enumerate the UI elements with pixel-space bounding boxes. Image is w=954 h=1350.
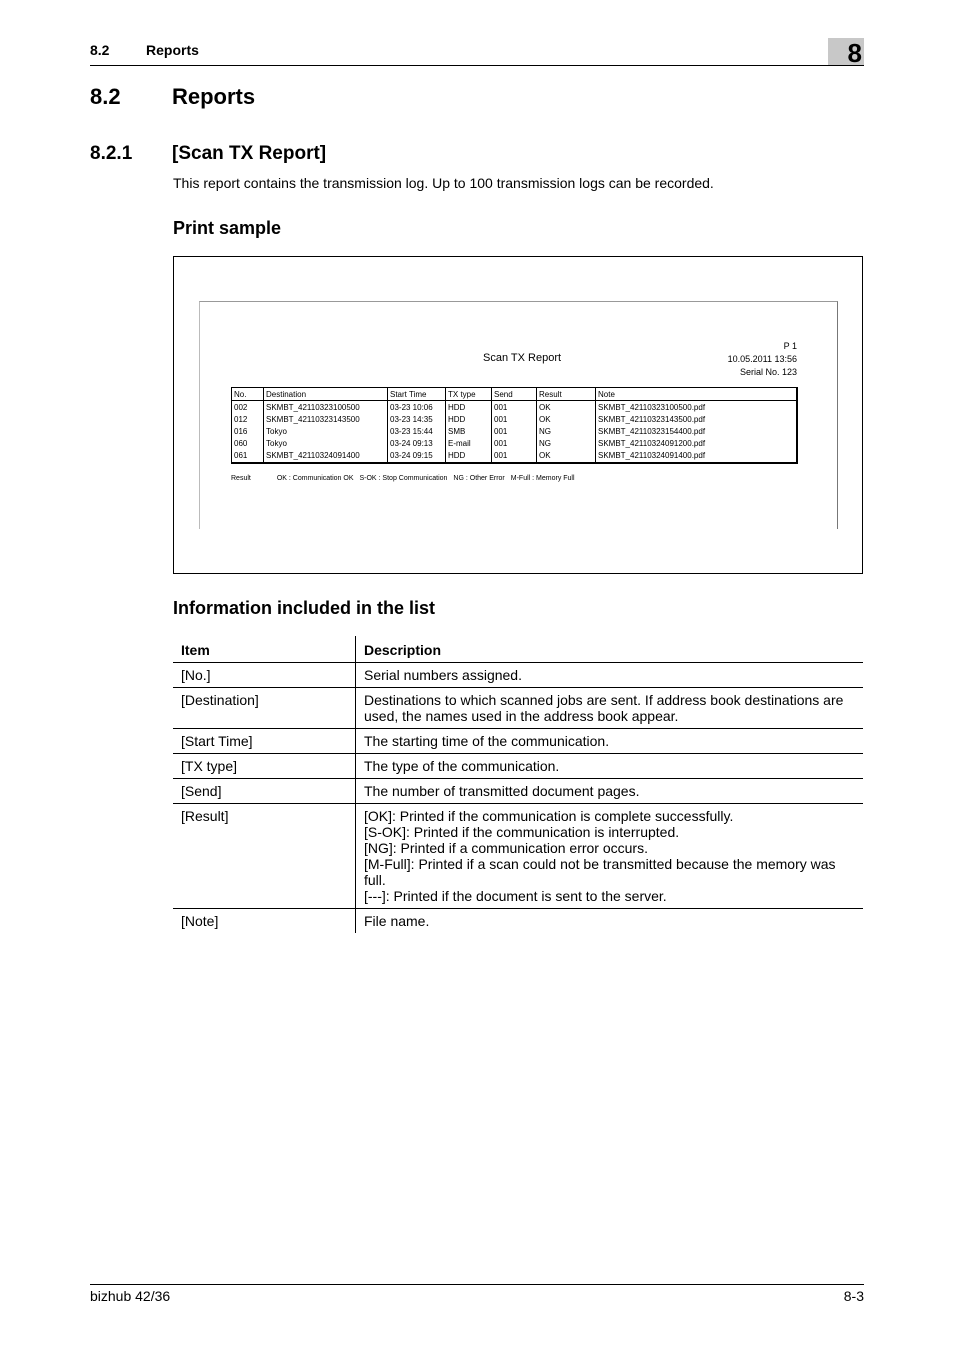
footer-page-number: 8-3: [843, 1288, 864, 1304]
report-col-no: No.: [232, 388, 264, 401]
info-row: [173, 909, 863, 934]
report-col-tx-type: TX type: [446, 388, 492, 401]
report-cell-start-time: 03-23 14:35: [388, 413, 446, 425]
info-description: Destinations to which scanned jobs are sent. If address book destinations are used, the names used in the address book appear.: [356, 688, 864, 729]
report-cell-start-time: 03-23 10:06: [388, 401, 446, 414]
report-cell-send: 001: [492, 401, 537, 414]
report-cell-destination: SKMBT_42110323143500: [264, 413, 388, 425]
info-col-description: Description: [356, 636, 864, 663]
report-cell-no: 012: [232, 413, 264, 425]
info-row: [173, 729, 863, 754]
report-legend: [231, 475, 575, 482]
report-title: Scan TX Report: [483, 352, 562, 364]
info-row: [173, 663, 863, 688]
report-col-destination: Destination: [264, 388, 388, 401]
info-header-row: [173, 636, 863, 663]
report-cell-result: OK: [537, 413, 596, 425]
report-col-note: Note: [596, 388, 798, 401]
report-cell-tx-type: HDD: [446, 401, 492, 414]
report-cell-result: NG: [537, 425, 596, 437]
report-legend-label: Result: [231, 475, 251, 482]
info-item: [Start Time]: [173, 729, 356, 754]
info-item: [Destination]: [173, 688, 356, 729]
info-item: [Send]: [173, 779, 356, 804]
footer-product: bizhub 42/36: [90, 1288, 171, 1304]
info-description: The number of transmitted document pages.: [356, 779, 864, 804]
subsection-number: 8.2.1: [90, 143, 133, 164]
info-row: [173, 754, 863, 779]
running-header-title: Reports: [146, 42, 199, 58]
report-cell-note: SKMBT_42110323100500.pdf: [596, 401, 798, 414]
report-legend-item: NG : Other Error: [453, 475, 505, 482]
running-header-number: 8.2: [90, 42, 110, 58]
report-cell-tx-type: SMB: [446, 425, 492, 437]
report-legend-item: OK : Communication OK: [276, 475, 354, 482]
report-sheet: [199, 301, 838, 529]
report-row: [232, 450, 798, 463]
info-item: [Result]: [173, 804, 356, 909]
section-heading: [90, 84, 255, 110]
info-item: [TX type]: [173, 754, 356, 779]
report-row: [232, 401, 798, 414]
report-cell-start-time: 03-24 09:15: [388, 450, 446, 463]
info-description: The starting time of the communication.: [356, 729, 864, 754]
report-cell-start-time: 03-23 15:44: [388, 425, 446, 437]
report-cell-result: OK: [537, 450, 596, 463]
info-description: Serial numbers assigned.: [364, 667, 522, 683]
info-table: [173, 636, 863, 933]
report-serial: Serial No. 123: [739, 367, 797, 377]
footer-rule: [90, 1284, 864, 1285]
report-page: P 1: [783, 341, 797, 351]
report-cell-destination: SKMBT_42110324091400: [264, 450, 388, 463]
info-item: [No.]: [173, 663, 356, 688]
report-cell-destination: SKMBT_42110323100500: [264, 401, 388, 414]
info-row: [173, 804, 863, 909]
report-cell-result: NG: [537, 438, 596, 450]
report-cell-destination: Tokyo: [264, 425, 388, 437]
report-cell-note: SKMBT_42110323154400.pdf: [596, 425, 798, 437]
info-description: [OK]: Printed if the communication is complete successfully. [S-OK]: Printed if the communication is interrupted. [NG]: Printed if a communication error occurs. [M-Full]: Printed if a scan could not be transmitted because the memory was full. [---]: Printed if the document is sent to the server.: [356, 804, 864, 909]
info-item: [Note]: [173, 909, 356, 934]
section-number: 8.2: [90, 84, 121, 109]
report-cell-note: SKMBT_42110323143500.pdf: [596, 413, 798, 425]
report-cell-no: 061: [232, 450, 264, 463]
report-legend-item: M-Full : Memory Full: [510, 475, 575, 482]
subsection-heading: [90, 143, 326, 165]
info-row: [173, 779, 863, 804]
info-description: The type of the communication.: [356, 754, 864, 779]
report-row: [232, 438, 798, 450]
header-rule: [90, 65, 864, 66]
subsection-title: [Scan TX Report]: [172, 143, 327, 164]
report-cell-destination: Tokyo: [264, 438, 388, 450]
report-cell-tx-type: E-mail: [446, 438, 492, 450]
info-row: [173, 688, 863, 729]
report-cell-no: 002: [232, 401, 264, 414]
report-row: [232, 425, 798, 437]
report-col-start-time: Start Time: [388, 388, 446, 401]
running-header: [90, 42, 199, 58]
chapter-tab: 8: [828, 38, 864, 65]
report-col-send: Send: [492, 388, 537, 401]
info-col-item: Item: [173, 636, 356, 663]
section-title: Reports: [172, 84, 256, 109]
report-cell-start-time: 03-24 09:13: [388, 438, 446, 450]
report-cell-send: 001: [492, 413, 537, 425]
report-cell-note: SKMBT_42110324091400.pdf: [596, 450, 798, 463]
report-col-result: Result: [537, 388, 596, 401]
report-row: [232, 413, 798, 425]
report-date: 10.05.2011 13:56: [727, 354, 797, 364]
report-cell-send: 001: [492, 425, 537, 437]
print-sample-frame: [173, 256, 863, 574]
report-cell-result: OK: [537, 401, 596, 414]
info-description: File name.: [356, 909, 864, 934]
report-cell-tx-type: HDD: [446, 450, 492, 463]
report-header-row: [232, 388, 798, 401]
report-legend-item: S-OK : Stop Communication: [359, 475, 448, 482]
report-cell-no: 060: [232, 438, 264, 450]
report-cell-send: 001: [492, 438, 537, 450]
info-heading: Information included in the list: [173, 598, 436, 618]
subsection-intro: This report contains the transmission log. Up to 100 transmission logs can be recorded.: [173, 175, 714, 191]
report-table: [231, 387, 798, 464]
print-sample-heading: Print sample: [173, 218, 282, 238]
report-cell-note: SKMBT_42110324091200.pdf: [596, 438, 798, 450]
report-cell-no: 016: [232, 425, 264, 437]
report-meta: [728, 340, 797, 379]
report-cell-tx-type: HDD: [446, 413, 492, 425]
report-cell-send: 001: [492, 450, 537, 463]
